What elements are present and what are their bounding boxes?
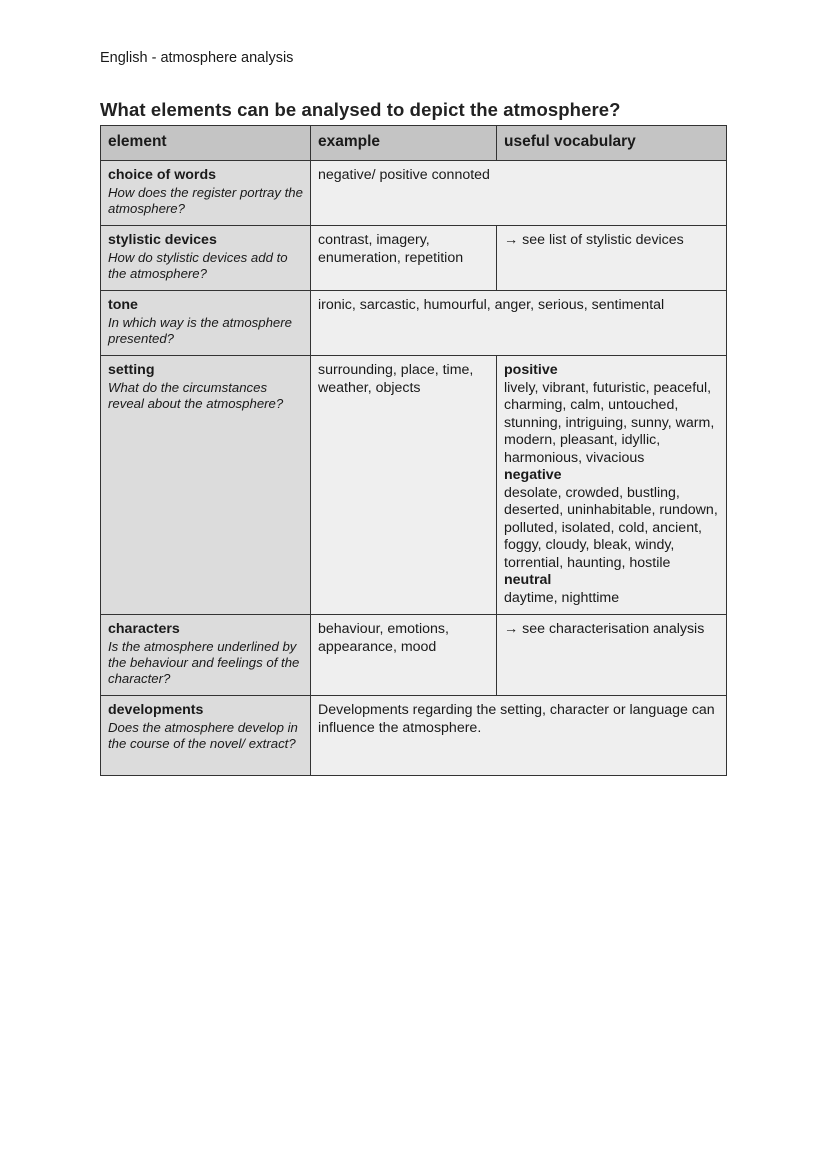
example-text: surrounding, place, time, weather, objects [318,362,474,396]
table-row [101,696,727,776]
example-cell [311,226,497,291]
example-cell [311,696,727,776]
element-question: In which way is the atmosphere presented? [108,314,292,346]
table-header-row [101,126,727,161]
vocabulary-cell [497,226,727,291]
element-name: choice of words [108,167,216,183]
element-question: How does the register portray the atmosphere? [108,184,303,216]
element-cell [101,291,311,356]
element-name: stylistic devices [108,232,217,248]
element-cell [101,696,311,776]
element-name: setting [108,362,155,378]
vocabulary-reference: → see characterisation analysis [504,621,705,637]
vocabulary-reference: → see list of stylistic devices [504,232,684,248]
element-cell [101,356,311,615]
element-cell [101,161,311,226]
document-header: English - atmosphere analysis [100,50,294,66]
page-title: What elements can be analysed to depict the atmosphere? [100,99,621,120]
vocabulary-cell [497,615,727,696]
table-row [101,615,727,696]
column-header-vocabulary: useful vocabulary [497,126,727,161]
example-cell [311,291,727,356]
vocab-group-positive-label: positive [504,362,558,378]
vocab-group-negative-words: desolate, crowded, bustling, deserted, uninhabitable, rundown, polluted, isolated, cold, ancient, foggy, cloudy, bleak, windy, torrential, haunting, hostile [504,484,718,571]
vocab-group-neutral-label: neutral [504,572,552,588]
column-header-example: example [311,126,497,161]
table-row [101,356,727,615]
example-cell [311,615,497,696]
element-cell [101,226,311,291]
column-header-element: element [101,126,311,161]
vocab-group-negative-label: negative [504,467,562,483]
vocabulary-cell [497,356,727,615]
table-row [101,161,727,226]
vocab-group-positive-words: lively, vibrant, futuristic, peaceful, charming, calm, untouched, stunning, intriguing, sunny, warm, modern, pleasant, idyllic, harmonious, vivacious [504,379,715,466]
atmosphere-table [100,125,727,776]
element-cell [101,615,311,696]
example-text: Developments regarding the setting, character or language can influence the atmosphere. [318,702,715,736]
vocab-group-neutral-words: daytime, nighttime [504,589,620,606]
example-text: negative/ positive connoted [318,167,490,183]
element-question: How do stylistic devices add to the atmosphere? [108,249,288,281]
element-name: developments [108,702,204,718]
example-cell [311,356,497,615]
element-name: characters [108,621,180,637]
table-row [101,291,727,356]
example-text: ironic, sarcastic, humourful, anger, serious, sentimental [318,297,665,313]
element-question: Does the atmosphere develop in the course of the novel/ extract? [108,719,298,751]
example-text: contrast, imagery, enumeration, repetition [318,232,464,266]
example-cell [311,161,727,226]
element-question: What do the circumstances reveal about the atmosphere? [108,379,284,411]
table-row [101,226,727,291]
element-question: Is the atmosphere underlined by the behaviour and feelings of the character? [108,638,300,686]
element-name: tone [108,297,138,313]
example-text: behaviour, emotions, appearance, mood [318,621,449,655]
